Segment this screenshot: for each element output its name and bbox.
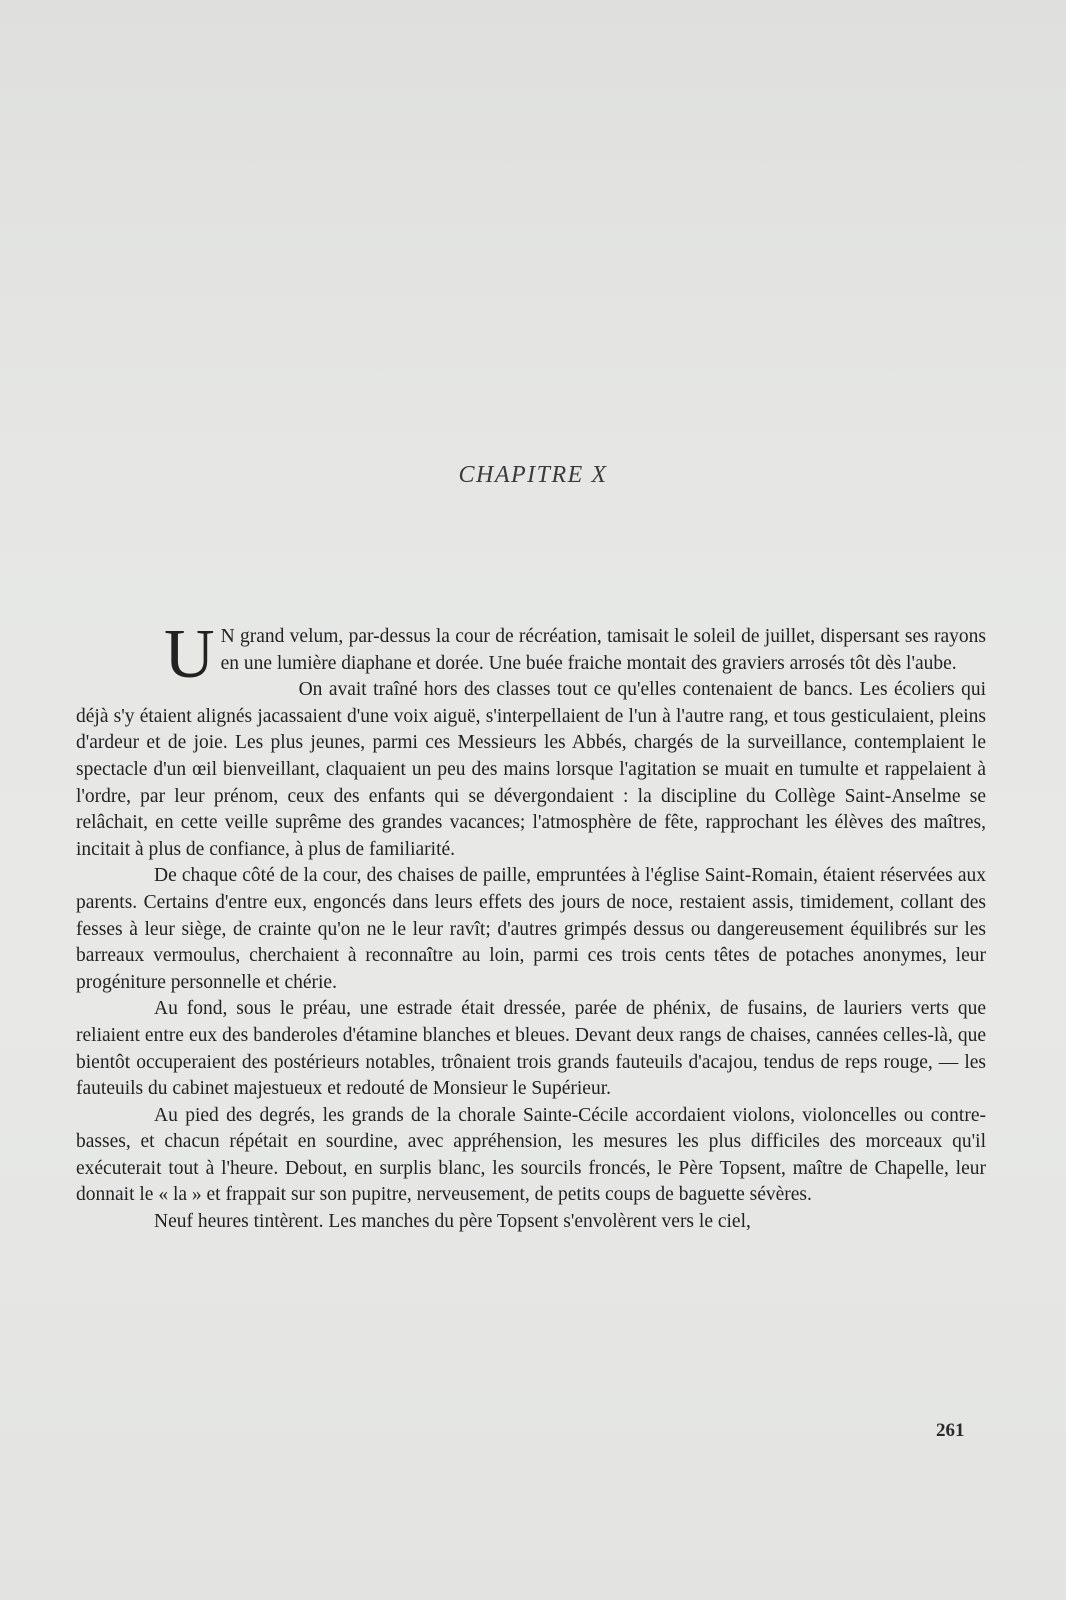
paragraph-5: Au pied des degrés, les grands de la chorale Sainte-Cécile accordaient violons, violoncelles ou contre-basses, et chacun répétait en sourdine, avec appréhension, les mesures les plus difficiles des morceaux qu'il exécuterait tout à l'heure. Debout, en surplis blanc, les sourcils froncés, le Père Topsent, maître de Chapelle, leur donnait le « la » et frappait sur son pupitre, nerveusement, de petits coups de baguette sévères. [76, 1104, 986, 1206]
page-number: 261 [936, 1420, 965, 1441]
paragraph-1 [76, 616, 986, 693]
paragraph-2: On avait traîné hors des classes tout ce qu'elles contenaient de bancs. Les écoliers qui déjà s'y étaient alignés jacassaient d'une voix aiguë, s'interpellaient de l'un à l'autre rang, et tous gesticulaient, pleins d'ardeur et de joie. Les plus jeunes, parmi ces Messieurs les Abbés, chargés de la surveillance, contemplaient le spectacle d'un œil bienveillant, claquaient un peu des mains lorsque l'agitation se muait en tumulte et rappelaient à l'ordre, par leur prénom, ceux des enfants qui se dévergondaient : la discipline du Collège Saint-Anselme se relâchait, en cette veille suprême des grandes vacances; l'atmosphère de fête, rapprochant les élèves des maîtres, incitait à plus de confiance, à plus de familiarité. [76, 679, 986, 860]
chapter-body [76, 616, 986, 1236]
drop-cap: U [164, 616, 215, 693]
chapter-title: CHAPITRE X [458, 462, 608, 488]
first-word-rest: N [220, 626, 235, 647]
paragraph-1-text: grand velum, par-dessus la cour de récréation, tamisait le soleil de juillet, dispersant ses rayons en une lumière diaphane et dorée. Une buée fraiche montait des graviers arrosés tôt dès l'aube. [220, 626, 986, 674]
paragraph-3: De chaque côté de la cour, des chaises de paille, empruntées à l'église Saint-Romain, étaient réservées aux parents. Certains d'entre eux, engoncés dans leurs effets des jours de noce, restaient assis, timidement, collant des fesses à leur siège, de crainte qu'on ne le leur ravît; d'autres grimpés dessus ou dangereusement équilibrés sur les barreaux vermoulus, cherchaient à reconnaître au loin, parmi ces trois cents têtes de potaches anonymes, leur progéniture personnelle et chérie. [76, 865, 986, 993]
paragraph-6: Neuf heures tintèrent. Les manches du père Topsent s'envolèrent vers le ciel, [154, 1211, 751, 1233]
paragraph-4: Au fond, sous le préau, une estrade était dressée, parée de phénix, de fusains, de lauriers verts que reliaient entre eux des banderoles d'étamine blanches et bleues. Devant deux rangs de chaises, cannées celles-là, que bientôt occuperaient des postérieurs notables, trônaient trois grands fauteuils d'acajou, tendus de reps rouge, — les fauteuils du cabinet majestueux et redouté de Monsieur le Supérieur. [76, 998, 986, 1100]
